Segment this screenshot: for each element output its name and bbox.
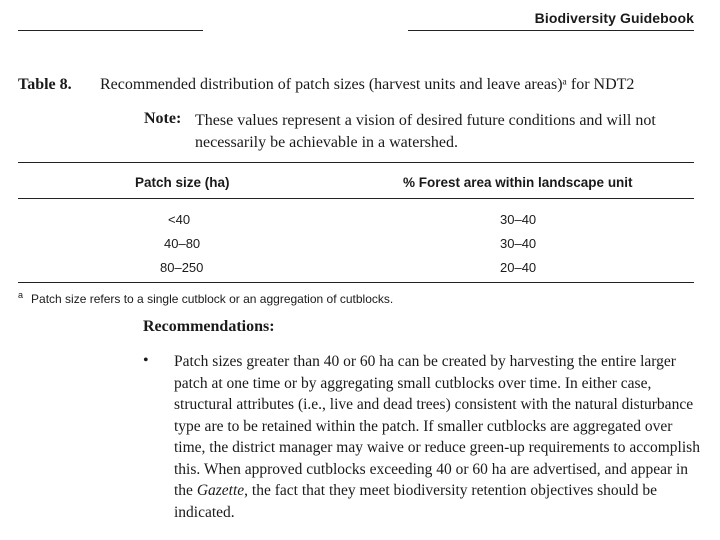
table-label: Table 8. — [18, 76, 72, 93]
running-header: Biodiversity Guidebook — [534, 10, 694, 26]
table-cell: 80–250 — [160, 260, 204, 275]
footnote-marker: a — [18, 290, 24, 300]
table-caption: Recommended distribution of patch sizes (harvest units and leave areas)ᵃ for NDT2 — [100, 76, 635, 93]
column-header-patch-size: Patch size (ha) — [135, 175, 230, 190]
header-rule-left — [18, 30, 203, 31]
table-footnote — [18, 290, 393, 306]
header-rule-right — [408, 30, 694, 31]
recommendation-text-part1: Patch sizes greater than 40 or 60 ha can be created by harvesting the entire larger patch at one time or by aggregating small cutblocks over time. In either case, structural attributes (i.e., live and dead trees) consistent with the natural disturbance type are to be retained within the patch. If smaller cutblocks are aggregated over time, the district manager may waive or reduce green-up requirements to accomplish this. When approved cutblocks exceeding 40 or 60 ha are advertised, and appear in the — [174, 353, 700, 499]
table-bottom-rule — [18, 282, 694, 283]
table-cell: 30–40 — [500, 212, 537, 227]
table-cell: 40–80 — [164, 236, 201, 251]
gazette-reference: Gazette — [196, 482, 245, 499]
table-header-rule — [18, 198, 694, 199]
bullet-marker: • — [143, 352, 149, 369]
note-text: These values represent a vision of desired future conditions and will not necessarily be achievable in a watershed. — [195, 112, 656, 151]
table-cell: 20–40 — [500, 260, 537, 275]
table-cell: 30–40 — [500, 236, 537, 251]
table-cell: <40 — [168, 212, 191, 227]
note-label: Note: — [144, 110, 182, 127]
table-top-rule — [18, 162, 694, 163]
recommendation-paragraph — [174, 351, 704, 523]
column-header-forest-area: % Forest area within landscape unit — [403, 175, 633, 190]
recommendation-text-part2: , the fact that they meet biodiversity retention objectives should be indicated. — [174, 482, 657, 521]
footnote-text: Patch size refers to a single cutblock or an aggregation of cutblocks. — [31, 292, 394, 306]
recommendations-heading: Recommendations: — [143, 318, 275, 335]
